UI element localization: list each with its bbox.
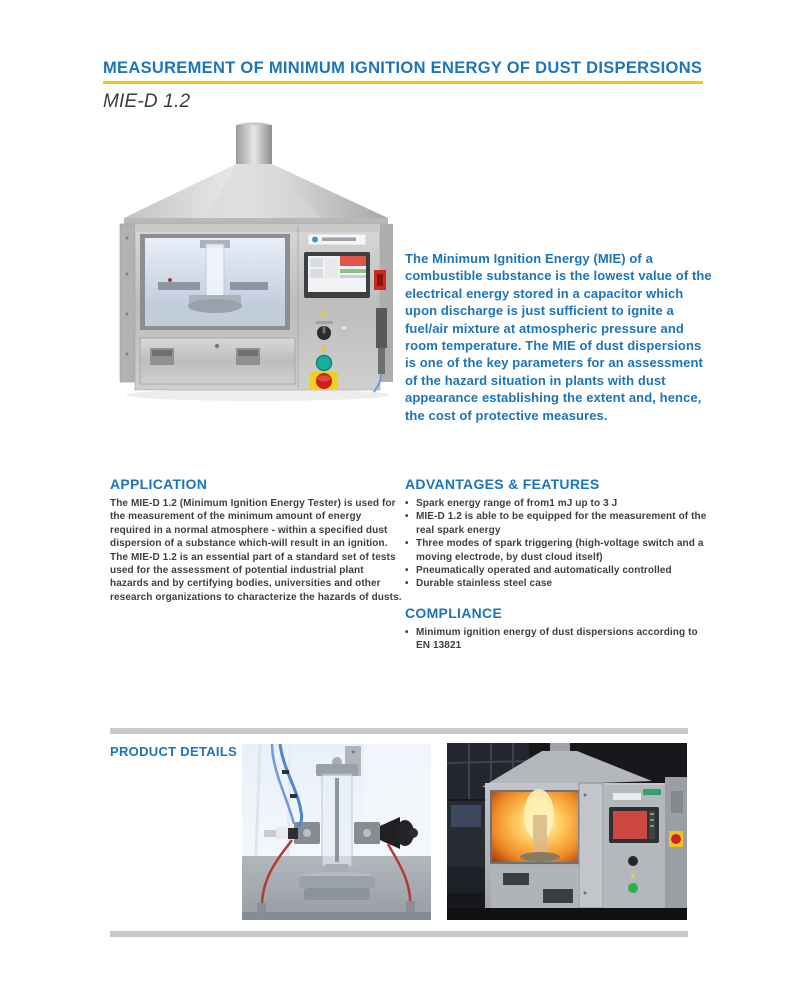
left-frame-post	[120, 224, 135, 382]
list-item: • Three modes of spark triggering (high-voltage switch and a moving electrode, by dust cloud itself)	[405, 538, 704, 563]
divider-bottom	[110, 931, 688, 937]
sample-base	[188, 299, 242, 313]
intro-paragraph: The Minimum Ignition Energy (MIE) of a combustible substance is the lowest value of the electrical energy stored in a capacitor which upon discharge is just sufficient to ignite a fuel/air mixture at atmospheric pressure and room temperature. The MIE of dust dispersions is one of the key parameters for an assessment of the hazard situation in plants with dust appearance establishing the extent and, hence, the cost of protective measures.	[405, 251, 712, 423]
advantages-section	[405, 476, 713, 653]
ignition-test-illustration	[447, 743, 687, 920]
title-underline	[103, 81, 703, 84]
green-sticker	[643, 789, 661, 795]
application-heading: APPLICATION	[110, 476, 208, 492]
product-hero-photo	[118, 122, 396, 404]
header	[103, 58, 713, 113]
list-item: • Minimum ignition energy of dust dispersions according to EN 13821	[405, 626, 698, 652]
insulator	[276, 827, 290, 839]
dust-tube	[533, 815, 547, 855]
indicator-led	[321, 311, 326, 316]
bullet-icon: •	[405, 511, 409, 523]
compliance-list	[405, 626, 713, 653]
detail-photo-ignition-test	[447, 743, 687, 920]
glass-tube	[206, 244, 224, 298]
start-button	[628, 883, 638, 893]
page-title: MEASUREMENT OF MINIMUM IGNITION ENERGY OF DUST DISPERSIONS	[103, 59, 703, 77]
base-disc	[299, 876, 375, 888]
indicator-led	[321, 347, 326, 352]
bullet-icon: •	[405, 538, 409, 550]
application-body: The MIE-D 1.2 (Minimum Ignition Energy Tester) is used for the measurement of the minimum amount of energy required in a normal atmosphere - within a specified dust dispersion of a substance which-will result in an ignition. The MIE-D 1.2 is an essential part of a standard set of tests used for the assessment of potential industrial plant hazards and by certifying bodies, universities and other research organizations to characterize the hazards of dusts.	[110, 498, 402, 603]
rotary-switch	[628, 856, 638, 866]
spark-apparatus-illustration	[242, 744, 431, 920]
door-panel	[579, 783, 603, 908]
divider-top	[110, 728, 688, 734]
start-button	[317, 356, 332, 371]
model-name: MIE-D 1.2	[103, 91, 191, 112]
detail-photo-spark-apparatus	[242, 744, 431, 920]
bullet-icon: •	[405, 565, 409, 577]
list-item: • Spark energy range of from1 mJ up to 3 J	[405, 498, 618, 509]
application-section	[110, 476, 402, 604]
compliance-heading: COMPLIANCE	[405, 604, 503, 621]
base-disc	[304, 888, 370, 900]
bullet-icon: •	[405, 498, 409, 509]
list-item: • Durable stainless steel case	[405, 578, 553, 590]
advantages-heading: ADVANTAGES & FEATURES	[405, 476, 600, 492]
machine-front-illustration	[118, 122, 396, 404]
advantages-list	[405, 497, 713, 591]
machine-shadow	[126, 389, 390, 401]
product-details-heading: PRODUCT DETAILS	[110, 744, 238, 759]
list-item: • Pneumatically operated and automatically controlled	[405, 565, 672, 577]
bullet-icon: •	[405, 626, 409, 638]
bullet-icon: •	[405, 578, 409, 590]
list-item: • MIE-D 1.2 is able to be equipped for the measurement of the real spark energy	[405, 511, 707, 536]
pneumatic-unit	[376, 308, 387, 348]
